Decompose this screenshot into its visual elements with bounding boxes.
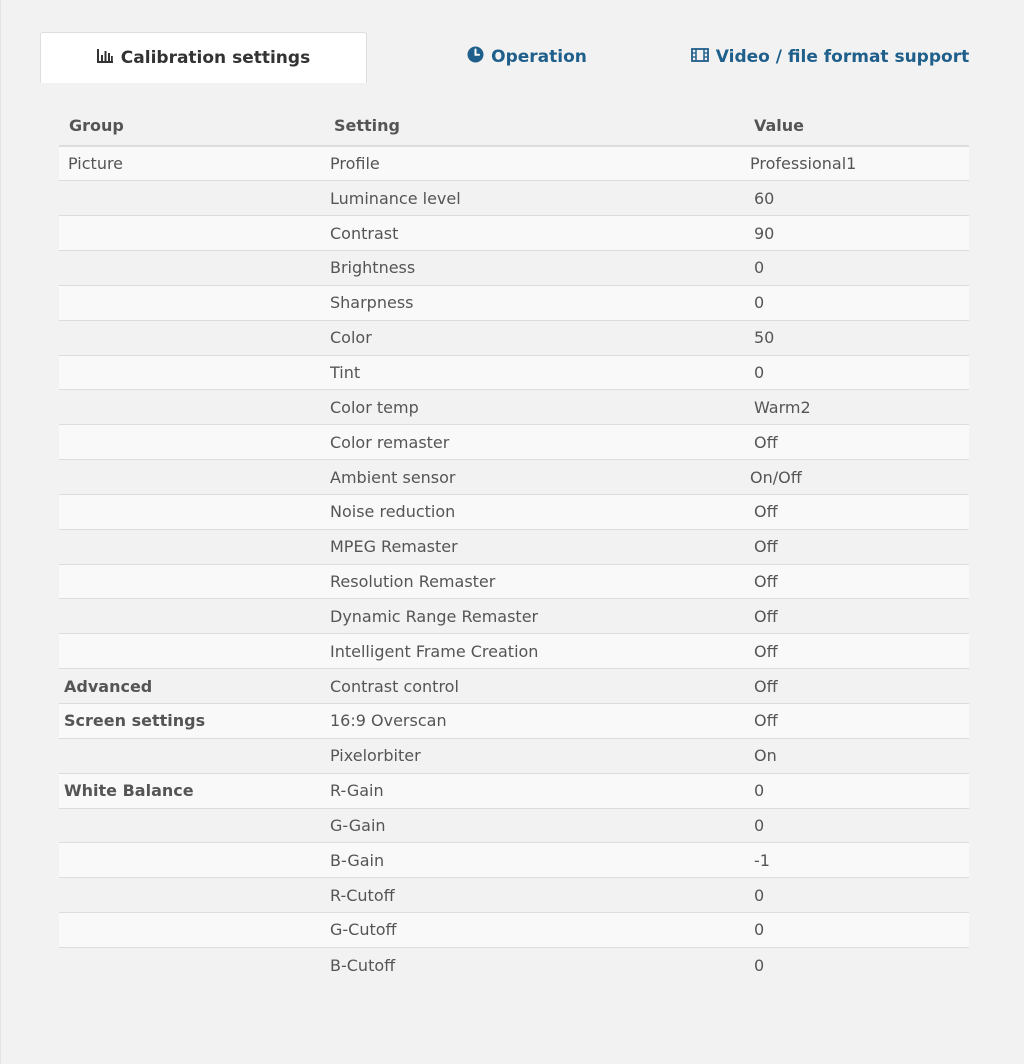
tab-operation[interactable] bbox=[392, 32, 662, 82]
setting-cell: Intelligent Frame Creation bbox=[324, 634, 744, 669]
group-cell: White Balance bbox=[59, 773, 324, 808]
setting-cell: Color bbox=[324, 320, 744, 355]
group-cell bbox=[59, 634, 324, 669]
table-row bbox=[59, 181, 969, 216]
group-cell bbox=[59, 494, 324, 529]
setting-cell: Contrast bbox=[324, 216, 744, 251]
table-row bbox=[59, 216, 969, 251]
table-row bbox=[59, 146, 969, 181]
value-cell: 0 bbox=[744, 947, 969, 982]
value-cell: Warm2 bbox=[744, 390, 969, 425]
setting-cell: Noise reduction bbox=[324, 494, 744, 529]
value-cell: Off bbox=[744, 669, 969, 704]
value-cell: 50 bbox=[744, 320, 969, 355]
value-cell: Off bbox=[744, 494, 969, 529]
setting-cell: Dynamic Range Remaster bbox=[324, 599, 744, 634]
table-row bbox=[59, 599, 969, 634]
table-row bbox=[59, 808, 969, 843]
group-cell: Advanced bbox=[59, 669, 324, 704]
setting-cell: Ambient sensor bbox=[324, 460, 744, 495]
value-cell: Off bbox=[744, 529, 969, 564]
tab-label: Operation bbox=[491, 47, 587, 67]
table-row bbox=[59, 390, 969, 425]
setting-cell: R-Gain bbox=[324, 773, 744, 808]
table-row bbox=[59, 494, 969, 529]
setting-cell: B-Cutoff bbox=[324, 947, 744, 982]
tab-bar bbox=[40, 32, 980, 82]
table-row bbox=[59, 634, 969, 669]
group-cell bbox=[59, 390, 324, 425]
value-cell: 0 bbox=[744, 878, 969, 913]
group-cell bbox=[59, 529, 324, 564]
group-cell bbox=[59, 947, 324, 982]
table-row bbox=[59, 738, 969, 773]
group-cell: Screen settings bbox=[59, 704, 324, 739]
clock-icon bbox=[467, 46, 491, 68]
setting-cell: Sharpness bbox=[324, 285, 744, 320]
column-header-setting: Setting bbox=[324, 106, 744, 146]
setting-cell: 16:9 Overscan bbox=[324, 704, 744, 739]
column-header-value: Value bbox=[744, 106, 969, 146]
column-header-group: Group bbox=[59, 106, 324, 146]
group-cell bbox=[59, 738, 324, 773]
tab-calibration-settings[interactable] bbox=[40, 32, 367, 83]
group-cell: Picture bbox=[59, 146, 324, 181]
setting-cell: Profile bbox=[324, 146, 744, 181]
group-cell bbox=[59, 599, 324, 634]
group-cell bbox=[59, 843, 324, 878]
group-cell bbox=[59, 808, 324, 843]
group-cell bbox=[59, 913, 324, 948]
value-cell: Off bbox=[744, 704, 969, 739]
table-row bbox=[59, 564, 969, 599]
table-row bbox=[59, 285, 969, 320]
setting-cell: Color remaster bbox=[324, 425, 744, 460]
table-row bbox=[59, 425, 969, 460]
tab-label: Video / file format support bbox=[715, 47, 970, 67]
group-cell bbox=[59, 181, 324, 216]
table-row bbox=[59, 704, 969, 739]
group-cell bbox=[59, 564, 324, 599]
group-cell bbox=[59, 216, 324, 251]
group-cell bbox=[59, 460, 324, 495]
value-cell: 0 bbox=[744, 251, 969, 286]
group-cell bbox=[59, 285, 324, 320]
setting-cell: B-Gain bbox=[324, 843, 744, 878]
film-icon bbox=[691, 47, 716, 67]
tab-label: Calibration settings bbox=[120, 48, 311, 68]
setting-cell: G-Gain bbox=[324, 808, 744, 843]
setting-cell: R-Cutoff bbox=[324, 878, 744, 913]
setting-cell: Resolution Remaster bbox=[324, 564, 744, 599]
setting-cell: Contrast control bbox=[324, 669, 744, 704]
table-row bbox=[59, 843, 969, 878]
group-cell bbox=[59, 251, 324, 286]
value-cell: -1 bbox=[744, 843, 969, 878]
setting-cell: Brightness bbox=[324, 251, 744, 286]
value-cell: 0 bbox=[744, 808, 969, 843]
value-cell: On/Off bbox=[744, 460, 969, 495]
group-cell bbox=[59, 425, 324, 460]
setting-cell: MPEG Remaster bbox=[324, 529, 744, 564]
table-row bbox=[59, 669, 969, 704]
table-row bbox=[59, 320, 969, 355]
table-row bbox=[59, 460, 969, 495]
tab-video-file-format-support[interactable] bbox=[680, 32, 980, 82]
value-cell: 0 bbox=[744, 285, 969, 320]
setting-cell: Color temp bbox=[324, 390, 744, 425]
table-row bbox=[59, 529, 969, 564]
setting-cell: Luminance level bbox=[324, 181, 744, 216]
table-row bbox=[59, 773, 969, 808]
value-cell: 60 bbox=[744, 181, 969, 216]
table-row bbox=[59, 878, 969, 913]
calibration-settings-table bbox=[59, 106, 969, 982]
table-row bbox=[59, 251, 969, 286]
setting-cell: Tint bbox=[324, 355, 744, 390]
group-cell bbox=[59, 878, 324, 913]
value-cell: On bbox=[744, 738, 969, 773]
value-cell: Professional1 bbox=[744, 146, 969, 181]
table-row bbox=[59, 947, 969, 982]
group-cell bbox=[59, 355, 324, 390]
setting-cell: Pixelorbiter bbox=[324, 738, 744, 773]
value-cell: 90 bbox=[744, 216, 969, 251]
table-row bbox=[59, 355, 969, 390]
value-cell: 0 bbox=[744, 355, 969, 390]
setting-cell: G-Cutoff bbox=[324, 913, 744, 948]
value-cell: Off bbox=[744, 634, 969, 669]
table-header-row bbox=[59, 106, 969, 146]
group-cell bbox=[59, 320, 324, 355]
bar-chart-icon bbox=[97, 48, 121, 68]
value-cell: 0 bbox=[744, 773, 969, 808]
table-row bbox=[59, 913, 969, 948]
value-cell: Off bbox=[744, 425, 969, 460]
value-cell: Off bbox=[744, 599, 969, 634]
value-cell: 0 bbox=[744, 913, 969, 948]
value-cell: Off bbox=[744, 564, 969, 599]
